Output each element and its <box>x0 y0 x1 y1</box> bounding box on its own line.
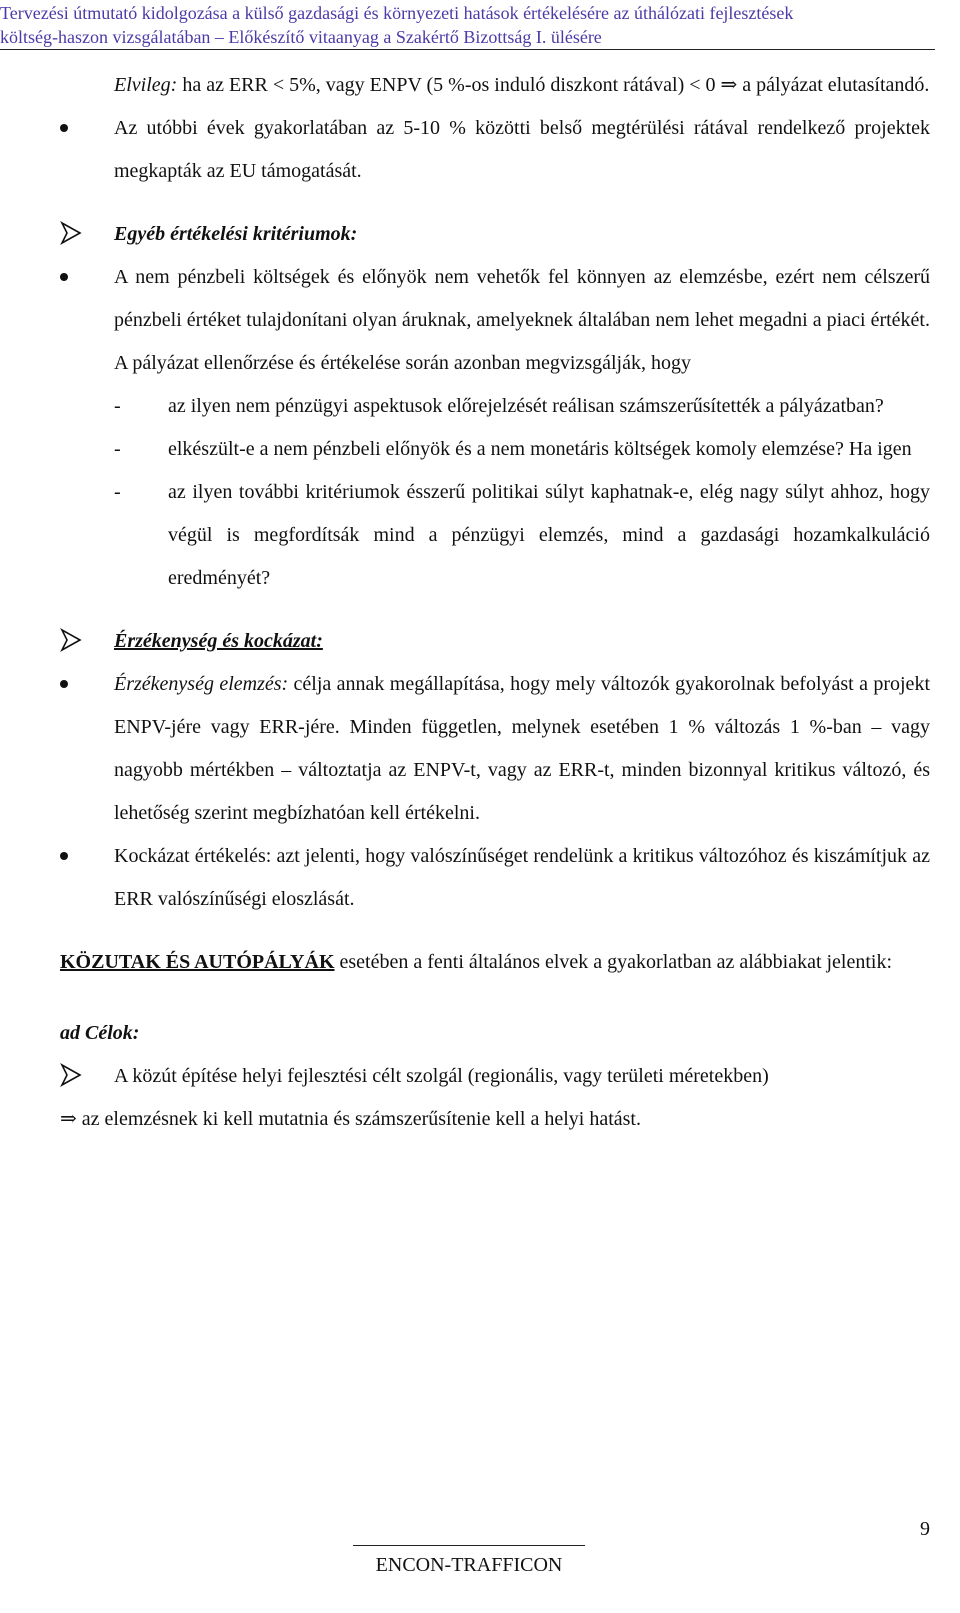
arrowhead-bullet-icon <box>60 628 82 652</box>
bullet-dot-icon <box>60 852 68 860</box>
goals-followup-text: ⇒ az elemzésnek ki kell mutatnia és számszerűsítenie kell a helyi hatást. <box>60 1108 641 1130</box>
header-line-1: Tervezési útmutató kidolgozása a külső gazdasági és környezeti hatások értékelésére az úthálózati fejlesztések <box>0 3 794 23</box>
dash-item-3 <box>60 471 930 600</box>
section-sensitivity-heading <box>60 620 930 663</box>
bullet-nonmonetary <box>60 256 930 385</box>
dash-marker: - <box>114 481 121 503</box>
sensitivity-heading: Érzékenység és kockázat: <box>114 630 323 652</box>
main-content <box>60 64 930 1141</box>
bullet-eu-support <box>60 107 930 193</box>
goals-followup <box>60 1098 930 1141</box>
dash-item-2-text: elkészült-e a nem pénzbeli előnyök és a nem monetáris költségek komoly elemzése? Ha igen <box>168 438 912 460</box>
principle-text: ha az ERR < 5%, vagy ENPV (5 %-os induló diszkont rátával) < 0 ⇒ a pályázat elutasítandó. <box>177 74 930 96</box>
goals-heading-block <box>60 1012 930 1055</box>
principle-label: Elvileg: <box>114 74 178 96</box>
running-header <box>0 0 935 50</box>
dash-item-2 <box>60 428 930 471</box>
dash-marker: - <box>114 395 121 417</box>
roads-keyword: KÖZUTAK ÉS AUTÓPÁLYÁK <box>60 951 335 973</box>
bullet-risk-assessment <box>60 835 930 921</box>
risk-assessment-text: Kockázat értékelés: azt jelenti, hogy valószínűséget rendelünk a kritikus változóhoz és kiszámítjuk az ERR valószínűségi eloszlását. <box>114 845 930 910</box>
dash-item-1-text: az ilyen nem pénzügyi aspektusok előrejelzését reálisan számszerűsítették a pályázatban? <box>168 395 884 417</box>
arrowhead-bullet-icon <box>60 1063 82 1087</box>
bullet-dot-icon <box>60 273 68 281</box>
principle-paragraph <box>60 64 930 107</box>
page-number: 9 <box>920 1518 930 1540</box>
bullet-dot-icon <box>60 680 68 688</box>
goals-heading: ad Célok: <box>60 1022 140 1044</box>
bullet-eu-support-text: Az utóbbi évek gyakorlatában az 5-10 % közötti belső megtérülési rátával rendelkező projektek megkapták az EU támogatását. <box>114 117 930 182</box>
section-other-criteria-heading <box>60 213 930 256</box>
roads-paragraph <box>60 941 930 984</box>
dash-item-1 <box>60 385 930 428</box>
dash-item-3-text: az ilyen további kritériumok ésszerű politikai súlyt kaphatnak-e, elég nagy súlyt ahhoz, hogy végül is megfordítsák mind a pénzügyi elemzés, mind a gazdasági hozamkalkuláció eredményét? <box>168 481 930 589</box>
bullet-dot-icon <box>60 124 68 132</box>
roads-text: esetében a fenti általános elvek a gyakorlatban az alábbiakat jelentik: <box>334 951 893 973</box>
footer-company: ENCON-TRAFFICON <box>353 1545 585 1580</box>
header-line-2: költség-haszon vizsgálatában – Előkészítő vitaanyag a Szakértő Bizottság I. ülésére <box>0 27 602 47</box>
bullet-nonmonetary-text: A nem pénzbeli költségek és előnyök nem vehetők fel könnyen az elemzésbe, ezért nem célszerű pénzbeli értéket tulajdonítani olyan áruknak, amelyeknek általában nem lehet megadni a piaci értékét. A pályázat ellenőrzése és értékelése során azonban megvizsgálják, hogy <box>114 266 930 374</box>
goals-item-text: A közút építése helyi fejlesztési célt szolgál (regionális, vagy területi méretekben) <box>114 1065 769 1087</box>
dash-marker: - <box>114 438 121 460</box>
arrowhead-bullet-icon <box>60 221 82 245</box>
other-criteria-heading: Egyéb értékelési kritériumok: <box>114 223 358 245</box>
sensitivity-label: Érzékenység elemzés: <box>114 673 289 695</box>
bullet-sensitivity-analysis <box>60 663 930 835</box>
sensitivity-text: célja annak megállapítása, hogy mely változók gyakorolnak befolyást a projekt ENPV-jére vagy ERR-jére. Minden független, melynek esetében 1 % változás 1 %-ban – vagy nagyobb mértékben – változtatja az ENPV-t, vagy az ERR-t, minden bizonnyal kritikus változó, és lehetőség szerint megbízhatóan kell értékelni. <box>114 673 930 824</box>
goals-item <box>60 1055 930 1098</box>
